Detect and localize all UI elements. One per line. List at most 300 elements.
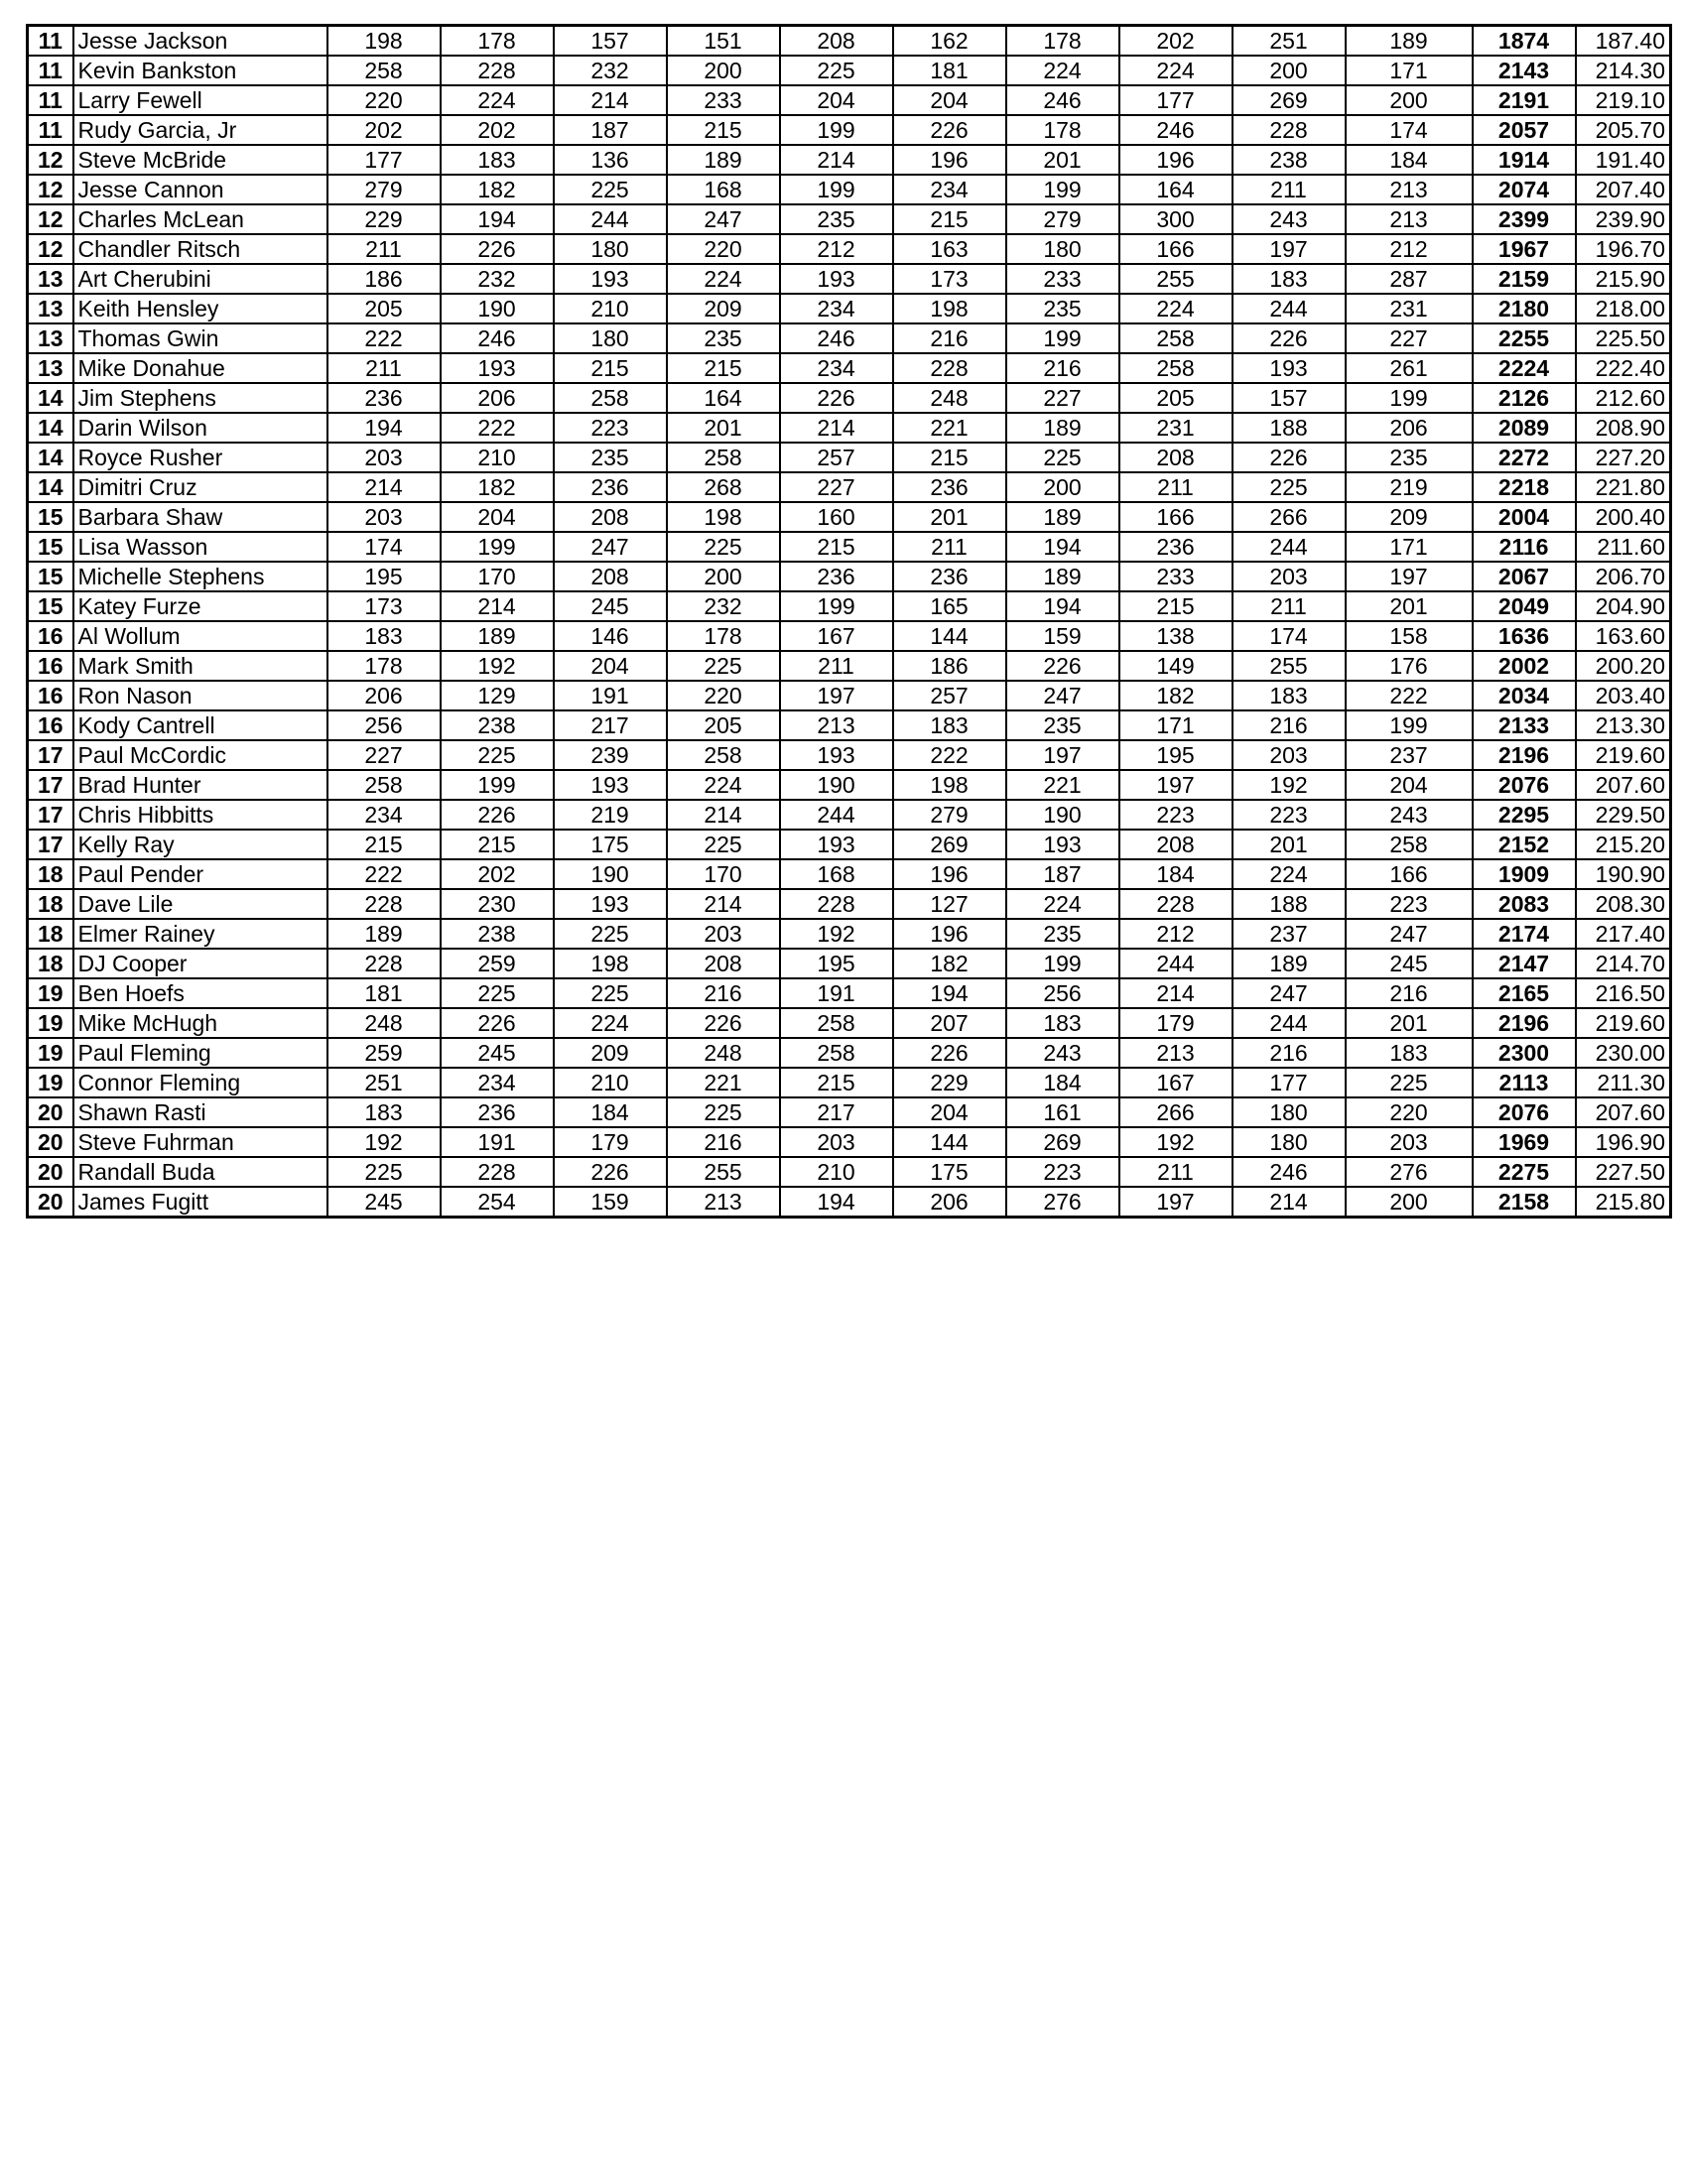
game-score-cell: 220	[1346, 1097, 1473, 1127]
flight-number-cell: 14	[28, 383, 73, 413]
game-score-cell: 171	[1346, 532, 1473, 562]
game-score-cell: 158	[1346, 621, 1473, 651]
game-score-cell: 192	[327, 1127, 441, 1157]
average-cell: 205.70	[1576, 115, 1671, 145]
game-score-cell: 259	[327, 1038, 441, 1068]
game-score-cell: 197	[1006, 740, 1119, 770]
game-score-cell: 232	[441, 264, 554, 294]
game-score-cell: 216	[1346, 978, 1473, 1008]
game-score-cell: 244	[1233, 294, 1346, 323]
game-score-cell: 165	[893, 591, 1006, 621]
game-score-cell: 180	[1233, 1127, 1346, 1157]
game-score-cell: 233	[667, 85, 780, 115]
game-score-cell: 226	[780, 383, 893, 413]
average-cell: 225.50	[1576, 323, 1671, 353]
average-cell: 187.40	[1576, 26, 1671, 57]
game-score-cell: 200	[1346, 1187, 1473, 1218]
game-score-cell: 171	[1119, 710, 1233, 740]
game-score-cell: 189	[441, 621, 554, 651]
bowler-name-cell: Dimitri Cruz	[73, 472, 327, 502]
table-row	[28, 145, 1671, 175]
game-score-cell: 177	[327, 145, 441, 175]
total-pins-cell: 2067	[1473, 562, 1576, 591]
game-score-cell: 190	[554, 859, 667, 889]
game-score-cell: 255	[1119, 264, 1233, 294]
game-score-cell: 201	[1346, 591, 1473, 621]
flight-number-cell: 12	[28, 234, 73, 264]
game-score-cell: 214	[667, 889, 780, 919]
game-score-cell: 199	[1346, 383, 1473, 413]
game-score-cell: 206	[1346, 413, 1473, 443]
game-score-cell: 160	[780, 502, 893, 532]
game-score-cell: 211	[1119, 1157, 1233, 1187]
game-score-cell: 215	[893, 443, 1006, 472]
game-score-cell: 196	[893, 919, 1006, 949]
game-score-cell: 244	[1233, 532, 1346, 562]
game-score-cell: 246	[1233, 1157, 1346, 1187]
game-score-cell: 232	[667, 591, 780, 621]
game-score-cell: 246	[441, 323, 554, 353]
flight-number-cell: 11	[28, 85, 73, 115]
game-score-cell: 220	[667, 681, 780, 710]
game-score-cell: 182	[1119, 681, 1233, 710]
bowler-name-cell: Shawn Rasti	[73, 1097, 327, 1127]
bowler-name-cell: Chandler Ritsch	[73, 234, 327, 264]
game-score-cell: 149	[1119, 651, 1233, 681]
game-score-cell: 254	[441, 1187, 554, 1218]
game-score-cell: 212	[1119, 919, 1233, 949]
table-row	[28, 502, 1671, 532]
average-cell: 229.50	[1576, 800, 1671, 830]
game-score-cell: 236	[441, 1097, 554, 1127]
game-score-cell: 227	[1346, 323, 1473, 353]
average-cell: 219.60	[1576, 1008, 1671, 1038]
average-cell: 203.40	[1576, 681, 1671, 710]
game-score-cell: 245	[554, 591, 667, 621]
total-pins-cell: 2191	[1473, 85, 1576, 115]
game-score-cell: 198	[893, 294, 1006, 323]
flight-number-cell: 17	[28, 800, 73, 830]
game-score-cell: 235	[1006, 919, 1119, 949]
game-score-cell: 180	[1233, 1097, 1346, 1127]
game-score-cell: 199	[1006, 949, 1119, 978]
game-score-cell: 181	[327, 978, 441, 1008]
game-score-cell: 189	[1346, 26, 1473, 57]
game-score-cell: 234	[327, 800, 441, 830]
game-score-cell: 180	[1006, 234, 1119, 264]
game-score-cell: 258	[667, 443, 780, 472]
game-score-cell: 208	[1119, 443, 1233, 472]
game-score-cell: 212	[1346, 234, 1473, 264]
table-row	[28, 681, 1671, 710]
game-score-cell: 199	[441, 532, 554, 562]
game-score-cell: 174	[1346, 115, 1473, 145]
game-score-cell: 225	[441, 978, 554, 1008]
game-score-cell: 189	[1006, 562, 1119, 591]
flight-number-cell: 14	[28, 443, 73, 472]
game-score-cell: 223	[1119, 800, 1233, 830]
game-score-cell: 226	[441, 1008, 554, 1038]
game-score-cell: 221	[1006, 770, 1119, 800]
flight-number-cell: 11	[28, 115, 73, 145]
game-score-cell: 212	[780, 234, 893, 264]
game-score-cell: 211	[1233, 591, 1346, 621]
game-score-cell: 182	[441, 175, 554, 204]
total-pins-cell: 2074	[1473, 175, 1576, 204]
game-score-cell: 225	[1006, 443, 1119, 472]
game-score-cell: 258	[1119, 353, 1233, 383]
table-row	[28, 770, 1671, 800]
game-score-cell: 202	[441, 115, 554, 145]
bowler-name-cell: Dave Lile	[73, 889, 327, 919]
game-score-cell: 204	[893, 1097, 1006, 1127]
game-score-cell: 300	[1119, 204, 1233, 234]
game-score-cell: 177	[1233, 1068, 1346, 1097]
total-pins-cell: 2218	[1473, 472, 1576, 502]
game-score-cell: 189	[327, 919, 441, 949]
game-score-cell: 205	[667, 710, 780, 740]
total-pins-cell: 2004	[1473, 502, 1576, 532]
game-score-cell: 204	[554, 651, 667, 681]
flight-number-cell: 16	[28, 651, 73, 681]
game-score-cell: 234	[780, 294, 893, 323]
game-score-cell: 224	[1233, 859, 1346, 889]
game-score-cell: 176	[1346, 651, 1473, 681]
flight-number-cell: 15	[28, 591, 73, 621]
table-row	[28, 26, 1671, 57]
game-score-cell: 189	[1006, 502, 1119, 532]
table-row	[28, 1157, 1671, 1187]
game-score-cell: 223	[1006, 1157, 1119, 1187]
average-cell: 204.90	[1576, 591, 1671, 621]
game-score-cell: 210	[780, 1157, 893, 1187]
total-pins-cell: 2076	[1473, 1097, 1576, 1127]
game-score-cell: 190	[441, 294, 554, 323]
table-row	[28, 1068, 1671, 1097]
bowler-name-cell: Larry Fewell	[73, 85, 327, 115]
game-score-cell: 184	[1346, 145, 1473, 175]
game-score-cell: 213	[1346, 204, 1473, 234]
game-score-cell: 197	[1346, 562, 1473, 591]
total-pins-cell: 1636	[1473, 621, 1576, 651]
game-score-cell: 208	[554, 562, 667, 591]
game-score-cell: 228	[1233, 115, 1346, 145]
bowler-name-cell: James Fugitt	[73, 1187, 327, 1218]
game-score-cell: 224	[1006, 56, 1119, 85]
game-score-cell: 129	[441, 681, 554, 710]
average-cell: 212.60	[1576, 383, 1671, 413]
game-score-cell: 217	[554, 710, 667, 740]
bowler-name-cell: Darin Wilson	[73, 413, 327, 443]
table-row	[28, 859, 1671, 889]
game-score-cell: 228	[893, 353, 1006, 383]
game-score-cell: 248	[327, 1008, 441, 1038]
average-cell: 219.60	[1576, 740, 1671, 770]
game-score-cell: 251	[327, 1068, 441, 1097]
game-score-cell: 228	[1119, 889, 1233, 919]
game-score-cell: 204	[893, 85, 1006, 115]
bowler-name-cell: Michelle Stephens	[73, 562, 327, 591]
game-score-cell: 183	[441, 145, 554, 175]
game-score-cell: 237	[1233, 919, 1346, 949]
game-score-cell: 199	[780, 175, 893, 204]
game-score-cell: 255	[1233, 651, 1346, 681]
game-score-cell: 214	[780, 413, 893, 443]
game-score-cell: 225	[327, 1157, 441, 1187]
table-row	[28, 1097, 1671, 1127]
game-score-cell: 258	[667, 740, 780, 770]
game-score-cell: 214	[780, 145, 893, 175]
game-score-cell: 247	[1233, 978, 1346, 1008]
game-score-cell: 210	[554, 1068, 667, 1097]
game-score-cell: 215	[441, 830, 554, 859]
game-score-cell: 226	[1006, 651, 1119, 681]
game-score-cell: 202	[327, 115, 441, 145]
bowler-name-cell: Rudy Garcia, Jr	[73, 115, 327, 145]
table-row	[28, 472, 1671, 502]
game-score-cell: 174	[1233, 621, 1346, 651]
flight-number-cell: 11	[28, 56, 73, 85]
flight-number-cell: 15	[28, 562, 73, 591]
game-score-cell: 171	[1346, 56, 1473, 85]
game-score-cell: 225	[441, 740, 554, 770]
game-score-cell: 199	[780, 591, 893, 621]
bowler-name-cell: Paul Fleming	[73, 1038, 327, 1068]
game-score-cell: 235	[780, 204, 893, 234]
average-cell: 196.70	[1576, 234, 1671, 264]
bowler-name-cell: Katey Furze	[73, 591, 327, 621]
game-score-cell: 214	[441, 591, 554, 621]
bowler-name-cell: Steve Fuhrman	[73, 1127, 327, 1157]
game-score-cell: 196	[893, 145, 1006, 175]
game-score-cell: 228	[441, 1157, 554, 1187]
average-cell: 211.30	[1576, 1068, 1671, 1097]
game-score-cell: 193	[1233, 353, 1346, 383]
game-score-cell: 183	[327, 1097, 441, 1127]
game-score-cell: 195	[327, 562, 441, 591]
game-score-cell: 228	[441, 56, 554, 85]
game-score-cell: 197	[780, 681, 893, 710]
total-pins-cell: 2089	[1473, 413, 1576, 443]
game-score-cell: 197	[1119, 770, 1233, 800]
game-score-cell: 246	[1006, 85, 1119, 115]
game-score-cell: 269	[893, 830, 1006, 859]
game-score-cell: 199	[780, 115, 893, 145]
bowler-name-cell: Paul McCordic	[73, 740, 327, 770]
game-score-cell: 194	[327, 413, 441, 443]
average-cell: 200.40	[1576, 502, 1671, 532]
average-cell: 214.30	[1576, 56, 1671, 85]
game-score-cell: 244	[554, 204, 667, 234]
game-score-cell: 183	[327, 621, 441, 651]
game-score-cell: 178	[1006, 26, 1119, 57]
game-score-cell: 216	[1233, 1038, 1346, 1068]
flight-number-cell: 20	[28, 1127, 73, 1157]
game-score-cell: 256	[1006, 978, 1119, 1008]
table-row	[28, 710, 1671, 740]
bowler-name-cell: Elmer Rainey	[73, 919, 327, 949]
flight-number-cell: 18	[28, 859, 73, 889]
game-score-cell: 213	[1346, 175, 1473, 204]
average-cell: 196.90	[1576, 1127, 1671, 1157]
game-score-cell: 173	[893, 264, 1006, 294]
game-score-cell: 203	[327, 443, 441, 472]
total-pins-cell: 2295	[1473, 800, 1576, 830]
game-score-cell: 231	[1119, 413, 1233, 443]
game-score-cell: 219	[1346, 472, 1473, 502]
bowler-name-cell: Randall Buda	[73, 1157, 327, 1187]
game-score-cell: 261	[1346, 353, 1473, 383]
game-score-cell: 258	[1119, 323, 1233, 353]
game-score-cell: 258	[1346, 830, 1473, 859]
game-score-cell: 215	[893, 204, 1006, 234]
game-score-cell: 200	[1006, 472, 1119, 502]
game-score-cell: 214	[667, 800, 780, 830]
game-score-cell: 243	[1233, 204, 1346, 234]
total-pins-cell: 2255	[1473, 323, 1576, 353]
game-score-cell: 243	[1006, 1038, 1119, 1068]
game-score-cell: 228	[327, 949, 441, 978]
game-score-cell: 195	[780, 949, 893, 978]
average-cell: 227.50	[1576, 1157, 1671, 1187]
game-score-cell: 225	[554, 175, 667, 204]
bowler-name-cell: Mike Donahue	[73, 353, 327, 383]
game-score-cell: 183	[1233, 681, 1346, 710]
game-score-cell: 268	[667, 472, 780, 502]
game-score-cell: 161	[1006, 1097, 1119, 1127]
total-pins-cell: 1967	[1473, 234, 1576, 264]
game-score-cell: 258	[327, 770, 441, 800]
game-score-cell: 211	[327, 353, 441, 383]
flight-number-cell: 19	[28, 1068, 73, 1097]
game-score-cell: 213	[667, 1187, 780, 1218]
game-score-cell: 197	[1233, 234, 1346, 264]
game-score-cell: 205	[1119, 383, 1233, 413]
bowler-name-cell: Mark Smith	[73, 651, 327, 681]
game-score-cell: 233	[1006, 264, 1119, 294]
table-row	[28, 413, 1671, 443]
table-row	[28, 740, 1671, 770]
game-score-cell: 188	[1233, 889, 1346, 919]
total-pins-cell: 2116	[1473, 532, 1576, 562]
total-pins-cell: 2126	[1473, 383, 1576, 413]
game-score-cell: 222	[441, 413, 554, 443]
game-score-cell: 235	[1006, 294, 1119, 323]
game-score-cell: 183	[893, 710, 1006, 740]
table-row	[28, 919, 1671, 949]
flight-number-cell: 12	[28, 175, 73, 204]
game-score-cell: 232	[554, 56, 667, 85]
flight-number-cell: 20	[28, 1157, 73, 1187]
flight-number-cell: 14	[28, 472, 73, 502]
game-score-cell: 222	[893, 740, 1006, 770]
game-score-cell: 195	[1119, 740, 1233, 770]
game-score-cell: 186	[327, 264, 441, 294]
game-score-cell: 225	[667, 532, 780, 562]
average-cell: 214.70	[1576, 949, 1671, 978]
game-score-cell: 248	[893, 383, 1006, 413]
game-score-cell: 227	[780, 472, 893, 502]
game-score-cell: 235	[554, 443, 667, 472]
flight-number-cell: 13	[28, 353, 73, 383]
game-score-cell: 208	[554, 502, 667, 532]
game-score-cell: 208	[667, 949, 780, 978]
flight-number-cell: 13	[28, 294, 73, 323]
game-score-cell: 215	[780, 1068, 893, 1097]
game-score-cell: 244	[1233, 1008, 1346, 1038]
flight-number-cell: 18	[28, 949, 73, 978]
game-score-cell: 211	[327, 234, 441, 264]
game-score-cell: 192	[1119, 1127, 1233, 1157]
game-score-cell: 266	[1119, 1097, 1233, 1127]
table-row	[28, 830, 1671, 859]
bowler-name-cell: Thomas Gwin	[73, 323, 327, 353]
game-score-cell: 258	[327, 56, 441, 85]
game-score-cell: 186	[893, 651, 1006, 681]
game-score-cell: 225	[667, 1097, 780, 1127]
total-pins-cell: 2196	[1473, 740, 1576, 770]
game-score-cell: 246	[780, 323, 893, 353]
average-cell: 211.60	[1576, 532, 1671, 562]
game-score-cell: 191	[554, 681, 667, 710]
total-pins-cell: 2300	[1473, 1038, 1576, 1068]
average-cell: 191.40	[1576, 145, 1671, 175]
game-score-cell: 229	[327, 204, 441, 234]
game-score-cell: 221	[893, 413, 1006, 443]
game-score-cell: 206	[327, 681, 441, 710]
game-score-cell: 178	[327, 651, 441, 681]
game-score-cell: 247	[667, 204, 780, 234]
game-score-cell: 159	[1006, 621, 1119, 651]
average-cell: 239.90	[1576, 204, 1671, 234]
game-score-cell: 276	[1346, 1157, 1473, 1187]
game-score-cell: 204	[780, 85, 893, 115]
game-score-cell: 203	[1233, 740, 1346, 770]
game-score-cell: 207	[893, 1008, 1006, 1038]
total-pins-cell: 2152	[1473, 830, 1576, 859]
game-score-cell: 245	[1346, 949, 1473, 978]
table-row	[28, 443, 1671, 472]
table-row	[28, 353, 1671, 383]
bowler-name-cell: DJ Cooper	[73, 949, 327, 978]
game-score-cell: 198	[327, 26, 441, 57]
bowler-name-cell: Kody Cantrell	[73, 710, 327, 740]
game-score-cell: 226	[554, 1157, 667, 1187]
game-score-cell: 216	[1233, 710, 1346, 740]
table-row	[28, 204, 1671, 234]
table-row	[28, 889, 1671, 919]
average-cell: 216.50	[1576, 978, 1671, 1008]
game-score-cell: 215	[1119, 591, 1233, 621]
total-pins-cell: 2034	[1473, 681, 1576, 710]
game-score-cell: 144	[893, 1127, 1006, 1157]
game-score-cell: 246	[1119, 115, 1233, 145]
game-score-cell: 269	[1006, 1127, 1119, 1157]
game-score-cell: 221	[667, 1068, 780, 1097]
game-score-cell: 239	[554, 740, 667, 770]
game-score-cell: 247	[1006, 681, 1119, 710]
bowler-name-cell: Keith Hensley	[73, 294, 327, 323]
game-score-cell: 234	[780, 353, 893, 383]
bowler-name-cell: Connor Fleming	[73, 1068, 327, 1097]
game-score-cell: 174	[327, 532, 441, 562]
bowler-name-cell: Barbara Shaw	[73, 502, 327, 532]
game-score-cell: 199	[1346, 710, 1473, 740]
table-row	[28, 234, 1671, 264]
flight-number-cell: 15	[28, 502, 73, 532]
game-score-cell: 183	[1233, 264, 1346, 294]
game-score-cell: 196	[1119, 145, 1233, 175]
